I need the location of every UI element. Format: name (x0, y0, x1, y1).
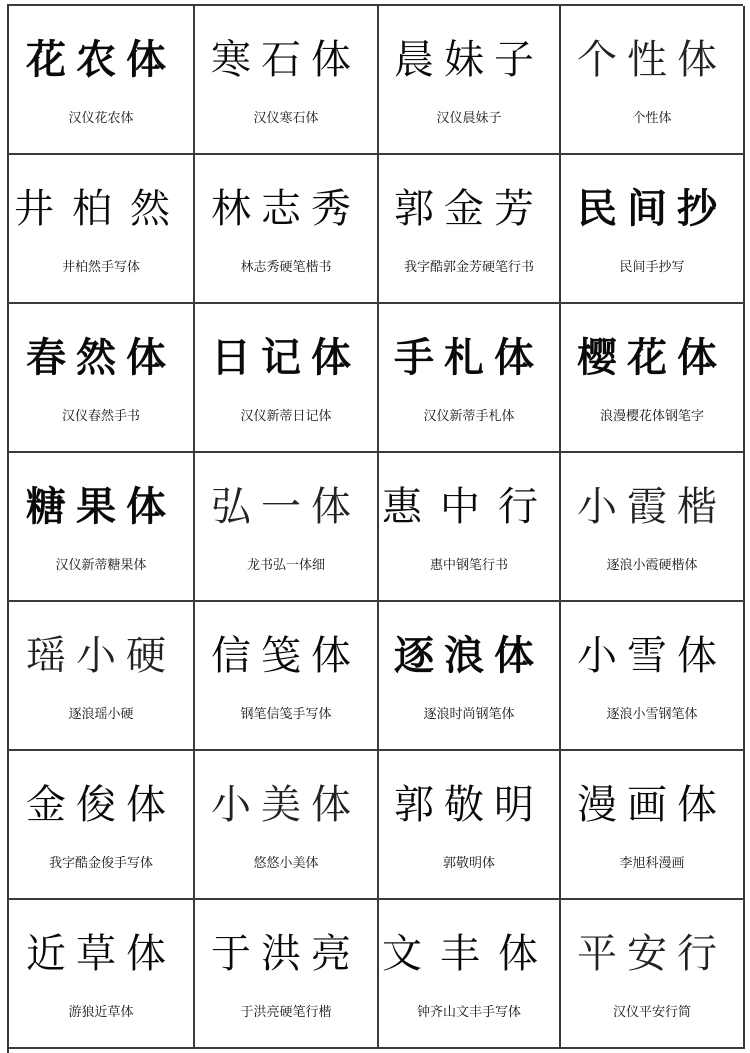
font-sample-text: 瑶小硬 (26, 633, 176, 679)
font-name-label: 我字酷金俊手写体 (48, 856, 153, 871)
font-card[interactable] (195, 155, 379, 304)
font-sample-grid (7, 4, 743, 1053)
font-card[interactable] (561, 453, 745, 602)
font-sample-text: 小美体 (211, 782, 361, 828)
font-card[interactable] (9, 751, 195, 900)
font-sample-text: 近草体 (26, 931, 176, 977)
font-name-label: 民间手抄写 (619, 260, 685, 275)
font-name-label: 于洪亮硬笔行楷 (240, 1005, 332, 1020)
font-sample-text: 花农体 (26, 36, 176, 83)
font-name-label: 逐浪瑶小硬 (68, 707, 134, 722)
font-card[interactable] (9, 900, 195, 1049)
font-sample-text: 樱花体 (577, 334, 727, 381)
font-card[interactable] (379, 751, 561, 900)
font-sample-text: 惠中行 (382, 484, 556, 530)
font-sample-text: 春然体 (26, 334, 176, 381)
font-card[interactable] (9, 304, 195, 453)
font-card[interactable] (379, 6, 561, 155)
font-sample-text: 晨妹子 (394, 37, 544, 83)
font-name-label: 钟齐山文丰手写体 (416, 1005, 521, 1020)
font-card[interactable] (195, 602, 379, 751)
font-sample-text: 郭金芳 (394, 186, 544, 232)
font-card[interactable] (195, 6, 379, 155)
font-sample-text: 手札体 (394, 334, 544, 381)
font-sample-text: 弘一体 (211, 484, 361, 530)
font-sample-text: 林志秀 (211, 186, 361, 232)
font-card[interactable] (379, 155, 561, 304)
font-name-label: 钢笔信笺手写体 (240, 707, 332, 722)
font-sample-text: 小霞楷 (577, 484, 727, 530)
font-card[interactable] (9, 155, 195, 304)
font-sample-text: 小雪体 (577, 633, 727, 679)
font-name-label: 郭敬明体 (442, 856, 495, 871)
font-card[interactable] (379, 304, 561, 453)
font-name-label: 汉仪新蒂手札体 (423, 409, 515, 424)
font-sample-text: 民间抄 (577, 185, 727, 232)
font-card[interactable] (195, 304, 379, 453)
font-sample-text: 金俊体 (26, 782, 176, 828)
font-card[interactable] (379, 900, 561, 1049)
font-name-label: 汉仪平安行简 (612, 1005, 691, 1020)
font-sample-text: 于洪亮 (211, 931, 361, 977)
font-name-label: 悠悠小美体 (253, 856, 319, 871)
font-card[interactable] (9, 602, 195, 751)
font-name-label: 李旭科漫画 (619, 856, 685, 871)
font-name-label: 汉仪晨妹子 (436, 111, 502, 126)
font-name-label: 井柏然手写体 (61, 260, 140, 275)
font-sample-text: 平安行 (577, 931, 727, 977)
font-name-label: 逐浪小霞硬楷体 (606, 558, 698, 573)
font-card[interactable] (379, 602, 561, 751)
font-card[interactable] (561, 900, 745, 1049)
font-card[interactable] (195, 453, 379, 602)
font-name-label: 个性体 (632, 111, 672, 126)
font-name-label: 汉仪新蒂日记体 (240, 409, 332, 424)
font-name-label: 游狼近草体 (68, 1005, 134, 1020)
font-sample-text: 漫画体 (577, 782, 727, 828)
font-name-label: 逐浪时尚钢笔体 (423, 707, 515, 722)
font-card[interactable] (561, 6, 745, 155)
font-sample-text: 文丰体 (382, 931, 556, 977)
font-card[interactable] (195, 900, 379, 1049)
font-name-label: 汉仪新蒂糖果体 (55, 558, 147, 573)
font-sample-text: 井柏然 (14, 186, 188, 232)
font-name-label: 龙书弘一体细 (246, 558, 325, 573)
font-sample-text: 糖果体 (26, 483, 176, 530)
font-card[interactable] (9, 453, 195, 602)
font-card[interactable] (379, 453, 561, 602)
font-card[interactable] (9, 6, 195, 155)
font-name-label: 汉仪春然手书 (61, 409, 140, 424)
font-name-label: 林志秀硬笔楷书 (240, 260, 332, 275)
font-sample-text: 个性体 (577, 37, 727, 83)
font-card[interactable] (561, 602, 745, 751)
font-name-label: 汉仪寒石体 (253, 111, 319, 126)
font-name-label: 惠中钢笔行书 (429, 558, 508, 573)
font-name-label: 汉仪花农体 (68, 111, 134, 126)
font-sample-text: 逐浪体 (394, 632, 544, 679)
font-sample-text: 日记体 (211, 334, 361, 381)
font-card[interactable] (561, 155, 745, 304)
font-name-label: 逐浪小雪钢笔体 (606, 707, 698, 722)
font-name-label: 我字酷郭金芳硬笔行书 (403, 260, 534, 275)
font-card[interactable] (561, 304, 745, 453)
font-sample-text: 信笺体 (211, 633, 361, 679)
font-card[interactable] (561, 751, 745, 900)
font-sample-text: 郭敬明 (394, 782, 544, 828)
font-name-label: 浪漫樱花体钢笔字 (599, 409, 704, 424)
font-sample-text: 寒石体 (211, 37, 361, 83)
font-card[interactable] (195, 751, 379, 900)
